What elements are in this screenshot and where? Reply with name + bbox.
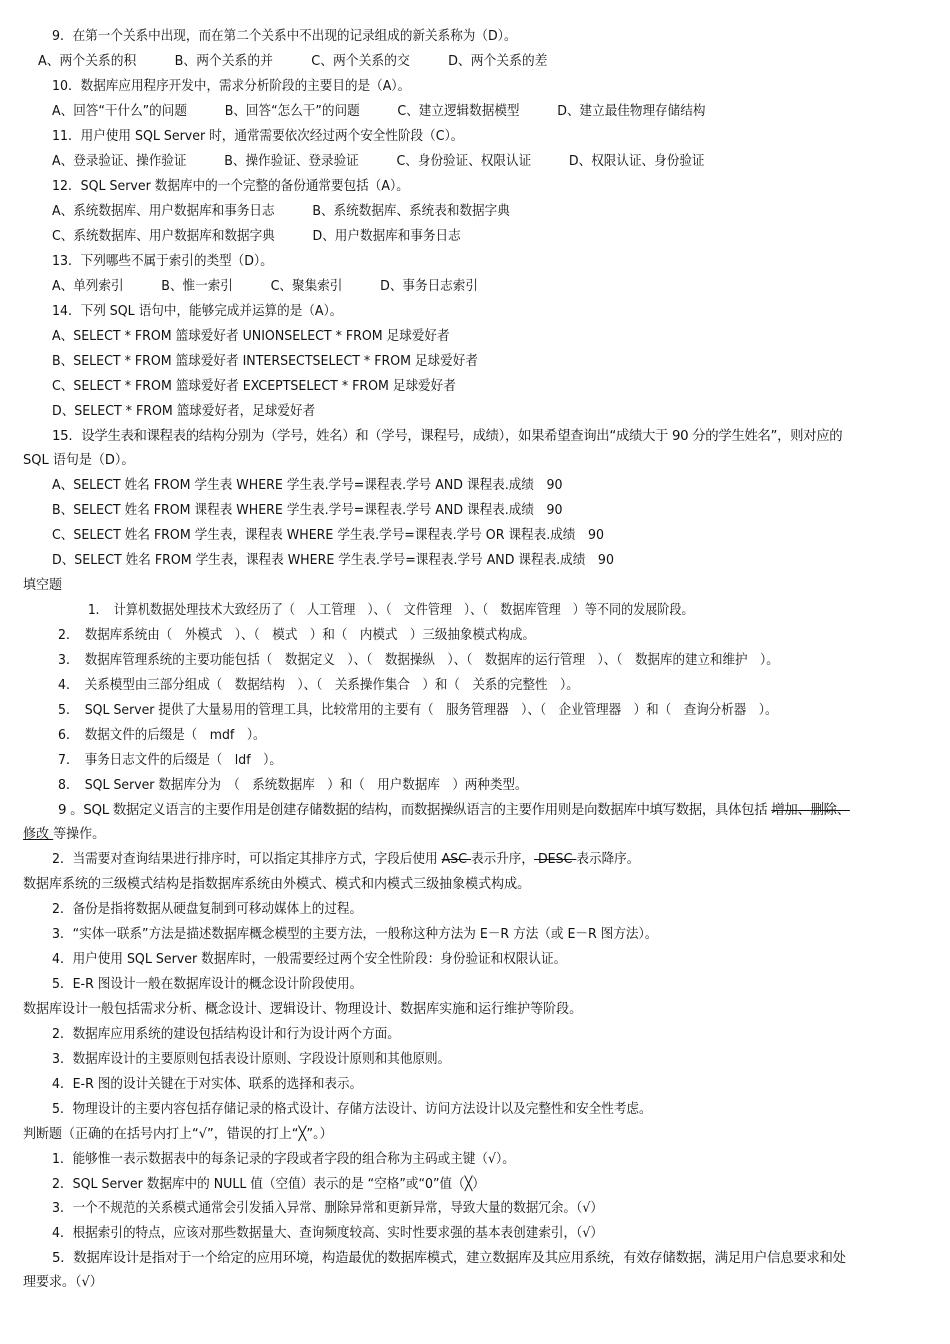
- tf-item-2: 2．SQL Server 数据库中的 NULL 值（空值）表示的是 “空格”或“0”值（╳）: [52, 1177, 485, 1192]
- question-14: 14．下列 SQL 语句中，能够完成并运算的是（A）。: [52, 304, 343, 319]
- fill-item-9: 9 。SQL 数据定义语言的主要作用是创建存储数据的结构，而数据操纵语言的主要作用则是向数据库中填写数据，具体包括 增加、删除、: [58, 803, 850, 818]
- underlined-answer: 增加、删除、: [771, 803, 850, 818]
- paragraph-physical-design: 5．物理设计的主要内容包括存储记录的格式设计、存储方法设计、访问方法设计以及完整性和安全性考虑。: [52, 1102, 652, 1117]
- question-13-options: A、单列索引 B、惟一索引 C、聚集索引 D、事务日志索引: [52, 279, 478, 294]
- question-15: 15．设学生表和课程表的结构分别为（学号，姓名）和（学号，课程号，成绩），如果希望查询出“成绩大于 90 分的学生姓名”，则对应的: [52, 429, 843, 444]
- fill-item-5: 5． SQL Server 提供了大量易用的管理工具，比较常用的主要有（ 服务管理器 ）、（ 企业管理器 ）和（ 查询分析器 ）。: [58, 703, 778, 718]
- tf-item-4: 4．根据索引的特点，应该对那些数据量大、查询频度较高、实时性要求强的基本表创建索引，（√）: [52, 1226, 603, 1241]
- tf-item-3: 3．一个不规范的关系模式通常会引发插入异常、删除异常和更新异常，导致大量的数据冗余。（√）: [52, 1201, 603, 1216]
- paragraph-er-key: 4．E-R 图的设计关键在于对实体、联系的选择和表示。: [52, 1077, 363, 1092]
- question-10: 10．数据库应用程序开发中，需求分析阶段的主要目的是（A）。: [52, 79, 411, 94]
- question-15-option-d: D、SELECT 姓名 FROM 学生表，课程表 WHERE 学生表.学号=课程表.学号 AND 课程表.成绩 90: [52, 553, 614, 568]
- fill-item-sort: 2．当需要对查询结果进行排序时，可以指定其排序方式，字段后使用 ASC 表示升序， DESC 表示降序。: [52, 852, 640, 867]
- desc-answer: DESC: [533, 852, 577, 867]
- paragraph-three-schema: 数据库系统的三级模式结构是指数据库系统由外模式、模式和内模式三级抽象模式构成。: [23, 877, 531, 892]
- tf-item-5: 5．数据库设计是指对于一个给定的应用环境，构造最优的数据库模式，建立数据库及其应用系统，有效存储数据，满足用户信息要求和处: [52, 1251, 846, 1266]
- paragraph-db-design-stages: 数据库设计一般包括需求分析、概念设计、逻辑设计、物理设计、数据库实施和运行维护等阶段。: [23, 1002, 583, 1017]
- fill-item-3: 3． 数据库管理系统的主要功能包括（ 数据定义 ）、（ 数据操纵 ）、（ 数据库的运行管理 ）、（ 数据库的建立和维护 ）。: [58, 653, 779, 668]
- question-15-option-b: B、SELECT 姓名 FROM 课程表 WHERE 学生表.学号=课程表.学号 AND 课程表.成绩 90: [52, 503, 563, 518]
- paragraph-app-system: 2．数据库应用系统的建设包括结构设计和行为设计两个方面。: [52, 1027, 400, 1042]
- asc-answer: ASC: [441, 852, 472, 867]
- fill-item-8: 8． SQL Server 数据库分为 （ 系统数据库 ）和（ 用户数据库 ）两种类型。: [58, 778, 528, 793]
- question-11-options: A、登录验证、操作验证 B、操作验证、登录验证 C、身份验证、权限认证 D、权限认证、身份验证: [52, 154, 705, 169]
- question-9: 9．在第一个关系中出现，而在第二个关系中不出现的记录组成的新关系称为（D）。: [52, 29, 517, 44]
- fill-item-4: 4． 关系模型由三部分组成（ 数据结构 ）、（ 关系操作集合 ）和（ 关系的完整性 ）。: [58, 678, 579, 693]
- fill-item-9-cont: 修改 等操作。: [23, 827, 106, 842]
- question-10-options: A、回答“干什么”的问题 B、回答“怎么干”的问题 C、建立逻辑数据模型 D、建立最佳物理存储结构: [52, 104, 706, 119]
- question-14-option-b: B、SELECT * FROM 篮球爱好者 INTERSECTSELECT * FROM 足球爱好者: [52, 354, 478, 369]
- question-12: 12．SQL Server 数据库中的一个完整的备份通常要包括（A）。: [52, 179, 409, 194]
- question-12-options-ab: A、系统数据库、用户数据库和事务日志 B、系统数据库、系统表和数据字典: [52, 204, 510, 219]
- question-11: 11．用户使用 SQL Server 时，通常需要依次经过两个安全性阶段（C）。: [52, 129, 464, 144]
- paragraph-er-method: 3．“实体一联系”方法是描述数据库概念模型的主要方法，一般称这种方法为 E－R 方法（或 E－R 图方法）。: [52, 927, 658, 942]
- question-15-option-a: A、SELECT 姓名 FROM 学生表 WHERE 学生表.学号=课程表.学号 AND 课程表.成绩 90: [52, 478, 563, 493]
- section-heading-true-false: 判断题（正确的在括号内打上“√”，错误的打上“╳”。）: [23, 1127, 333, 1142]
- underlined-answer: 修改: [23, 827, 54, 842]
- paragraph-backup: 2．备份是指将数据从硬盘复制到可移动媒体上的过程。: [52, 902, 363, 917]
- question-14-option-a: A、SELECT * FROM 篮球爱好者 UNIONSELECT * FROM 足球爱好者: [52, 329, 450, 344]
- question-15-option-c: C、SELECT 姓名 FROM 学生表，课程表 WHERE 学生表.学号=课程表.学号 OR 课程表.成绩 90: [52, 528, 604, 543]
- question-14-option-d: D、SELECT * FROM 篮球爱好者，足球爱好者: [52, 404, 316, 419]
- fill-item-2: 2． 数据库系统由（ 外模式 ）、（ 模式 ）和（ 内模式 ）三级抽象模式构成。: [58, 628, 535, 643]
- question-15-cont: SQL 语句是（D）。: [23, 453, 135, 468]
- fill-item-1: 1． 计算机数据处理技术大致经历了（ 人工管理 ）、（ 文件管理 ）、（ 数据库管理 ）等不同的发展阶段。: [88, 603, 694, 618]
- paragraph-er-design: 5．E-R 图设计一般在数据库设计的概念设计阶段使用。: [52, 977, 363, 992]
- paragraph-security: 4．用户使用 SQL Server 数据库时，一般需要经过两个安全性阶段：身份验证和权限认证。: [52, 952, 567, 967]
- paragraph-design-principles: 3．数据库设计的主要原则包括表设计原则、字段设计原则和其他原则。: [52, 1052, 451, 1067]
- question-9-options: A、两个关系的积 B、两个关系的并 C、两个关系的交 D、两个关系的差: [38, 54, 548, 69]
- tf-item-5-cont: 理要求。（√）: [23, 1275, 103, 1290]
- question-14-option-c: C、SELECT * FROM 篮球爱好者 EXCEPTSELECT * FROM 足球爱好者: [52, 379, 456, 394]
- tf-item-1: 1．能够惟一表示数据表中的每条记录的字段或者字段的组合称为主码或主键（√）。: [52, 1152, 515, 1167]
- question-13: 13．下列哪些不属于索引的类型（D）。: [52, 254, 273, 269]
- fill-item-7: 7． 事务日志文件的后缀是（ ldf ）。: [58, 753, 282, 768]
- fill-item-6: 6． 数据文件的后缀是（ mdf ）。: [58, 728, 266, 743]
- section-heading-fill-in: 填空题: [23, 578, 63, 593]
- question-12-options-cd: C、系统数据库、用户数据库和数据字典 D、用户数据库和事务日志: [52, 229, 461, 244]
